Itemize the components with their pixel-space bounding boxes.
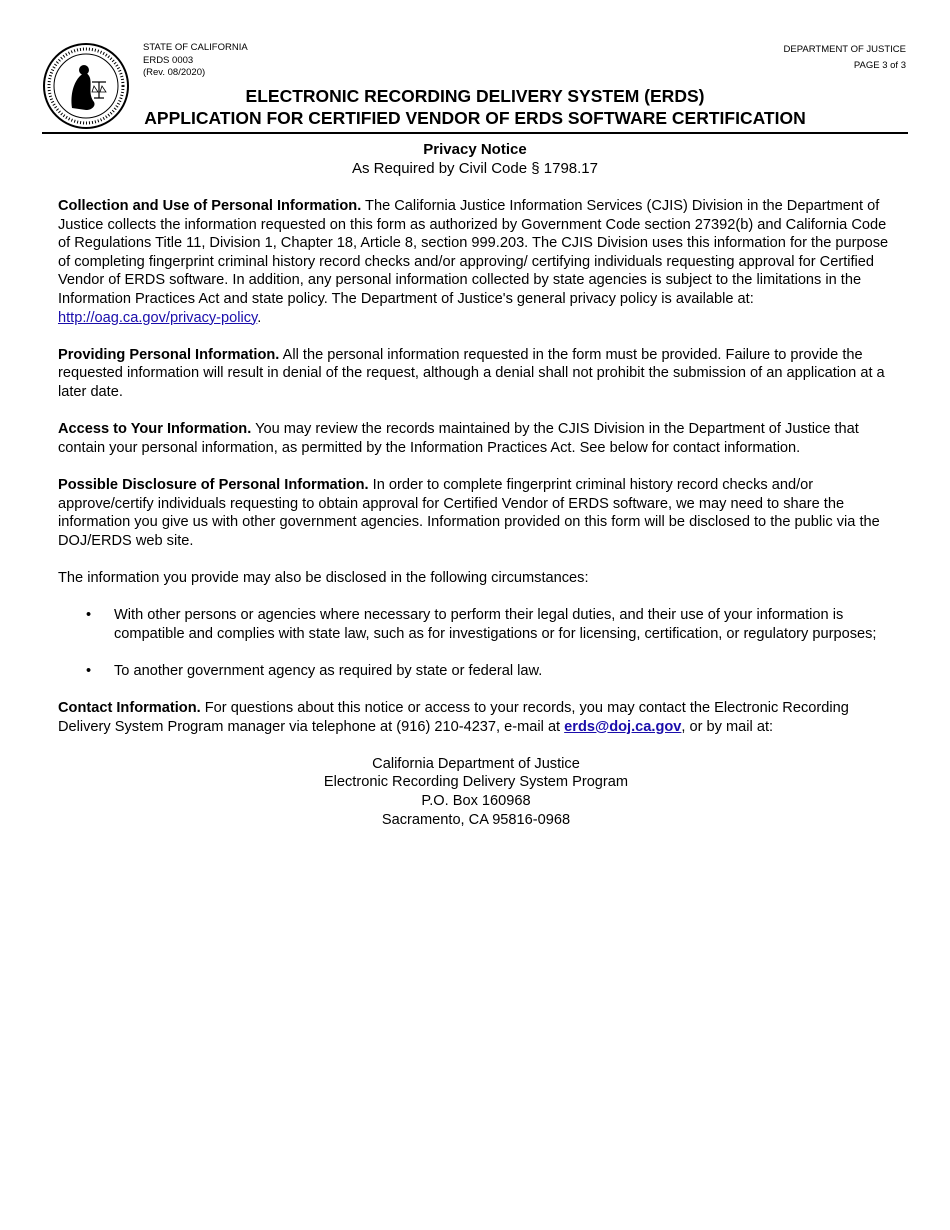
form-identification (143, 42, 248, 80)
disclosure-label: Possible Disclosure of Personal Information. (58, 476, 369, 493)
contact-paragraph (58, 699, 894, 736)
address-line: California Department of Justice (372, 755, 580, 772)
address-line: Sacramento, CA 95816-0968 (381, 811, 571, 828)
privacy-notice-heading (0, 140, 950, 178)
contact-end: , or by mail at: (681, 718, 774, 735)
disclosure-text: In order to complete fingerprint criminal history record checks and/or approve/certify individuals requesting to obtain approval for Certified Vendor of ERDS software, we may need to share the information you give us with other government agencies. Information provided on this form will be disclosed to the public via the DOJ/ERDS web site. (58, 476, 880, 549)
providing-text: All the personal information requested in the form must be provided. Failure to provide the requested information will result in denial of the request, although a denial shall not prohibit the submission of an application at a later date. (58, 346, 885, 400)
email-link[interactable]: erds@doj.ca.gov (564, 718, 682, 735)
circumstances-list (58, 606, 894, 680)
address-line: Electronic Recording Delivery System Program (323, 774, 629, 791)
collection-paragraph (58, 197, 894, 327)
address-line: P.O. Box 160968 (421, 793, 531, 809)
notice-subtitle: As Required by Civil Code § 1798.17 (352, 160, 598, 177)
contact-text: For questions about this notice or access to your records, you may contact the Electronic Recording Delivery System Program manager via telephone at (916) 210-4237, e-mail at (58, 700, 849, 735)
form-title (0, 85, 950, 129)
title-line-1: ELECTRONIC RECORDING DELIVERY SYSTEM (ERDS) (245, 86, 705, 106)
bullet: • (86, 607, 92, 624)
list-item (58, 662, 894, 681)
disclosure-paragraph (58, 476, 894, 550)
access-label: Access to Your Information. (58, 421, 252, 438)
collection-end: . (257, 309, 262, 326)
notice-body (58, 197, 894, 829)
mailing-address (58, 755, 894, 829)
list-item (58, 606, 894, 643)
page-number: PAGE 3 of 3 (853, 60, 906, 71)
department-page-info (784, 42, 906, 74)
title-line-2: APPLICATION FOR CERTIFIED VENDOR OF ERDS SOFTWARE CERTIFICATION (144, 108, 806, 128)
providing-paragraph (58, 346, 894, 402)
collection-text: The California Justice Information Services (CJIS) Division in the Department of Justice collects the information requested on this form as authorized by Government Code section 27392(b) and California Code of Regulations Title 11, Division 1, Chapter 18, Article 8, section 999.203. The CJIS Division uses this information for the purpose of completing fingerprint criminal history record checks and/or approving/ certifying individuals requesting approval for Certified Vendor of ERDS software. In addition, any personal information collected by state agencies is subject to the limitations in the Information Practices Act and state policy. The Department of Justice's general privacy policy is available at: (58, 198, 889, 307)
department-label: DEPARTMENT OF JUSTICE (783, 44, 906, 55)
form-revision: (Rev. 08/2020) (143, 67, 206, 78)
notice-title: Privacy Notice (423, 141, 527, 158)
access-paragraph (58, 420, 894, 457)
state-label: STATE OF CALIFORNIA (143, 42, 248, 53)
header-divider (42, 132, 908, 134)
list-item-text: With other persons or agencies where necessary to perform their legal duties, and their use of your information is compatible and complies with state law, such as for investigations or for licensing, certification, or regulatory purposes; (114, 607, 877, 642)
list-item-text: To another government agency as required by state or federal law. (114, 662, 543, 679)
contact-label: Contact Information. (58, 700, 201, 717)
access-text: You may review the records maintained by the CJIS Division in the Department of Justice that contain your personal information, as permitted by the Information Practices Act. See below for contact information. (58, 421, 859, 456)
circumstances-intro: The information you provide may also be disclosed in the following circumstances: (58, 569, 589, 586)
bullet: • (86, 662, 92, 679)
privacy-policy-link[interactable]: http://oag.ca.gov/privacy-policy (58, 309, 258, 326)
collection-label: Collection and Use of Personal Information. (58, 198, 362, 214)
providing-label: Providing Personal Information. (58, 346, 280, 363)
form-number: ERDS 0003 (143, 54, 194, 66)
